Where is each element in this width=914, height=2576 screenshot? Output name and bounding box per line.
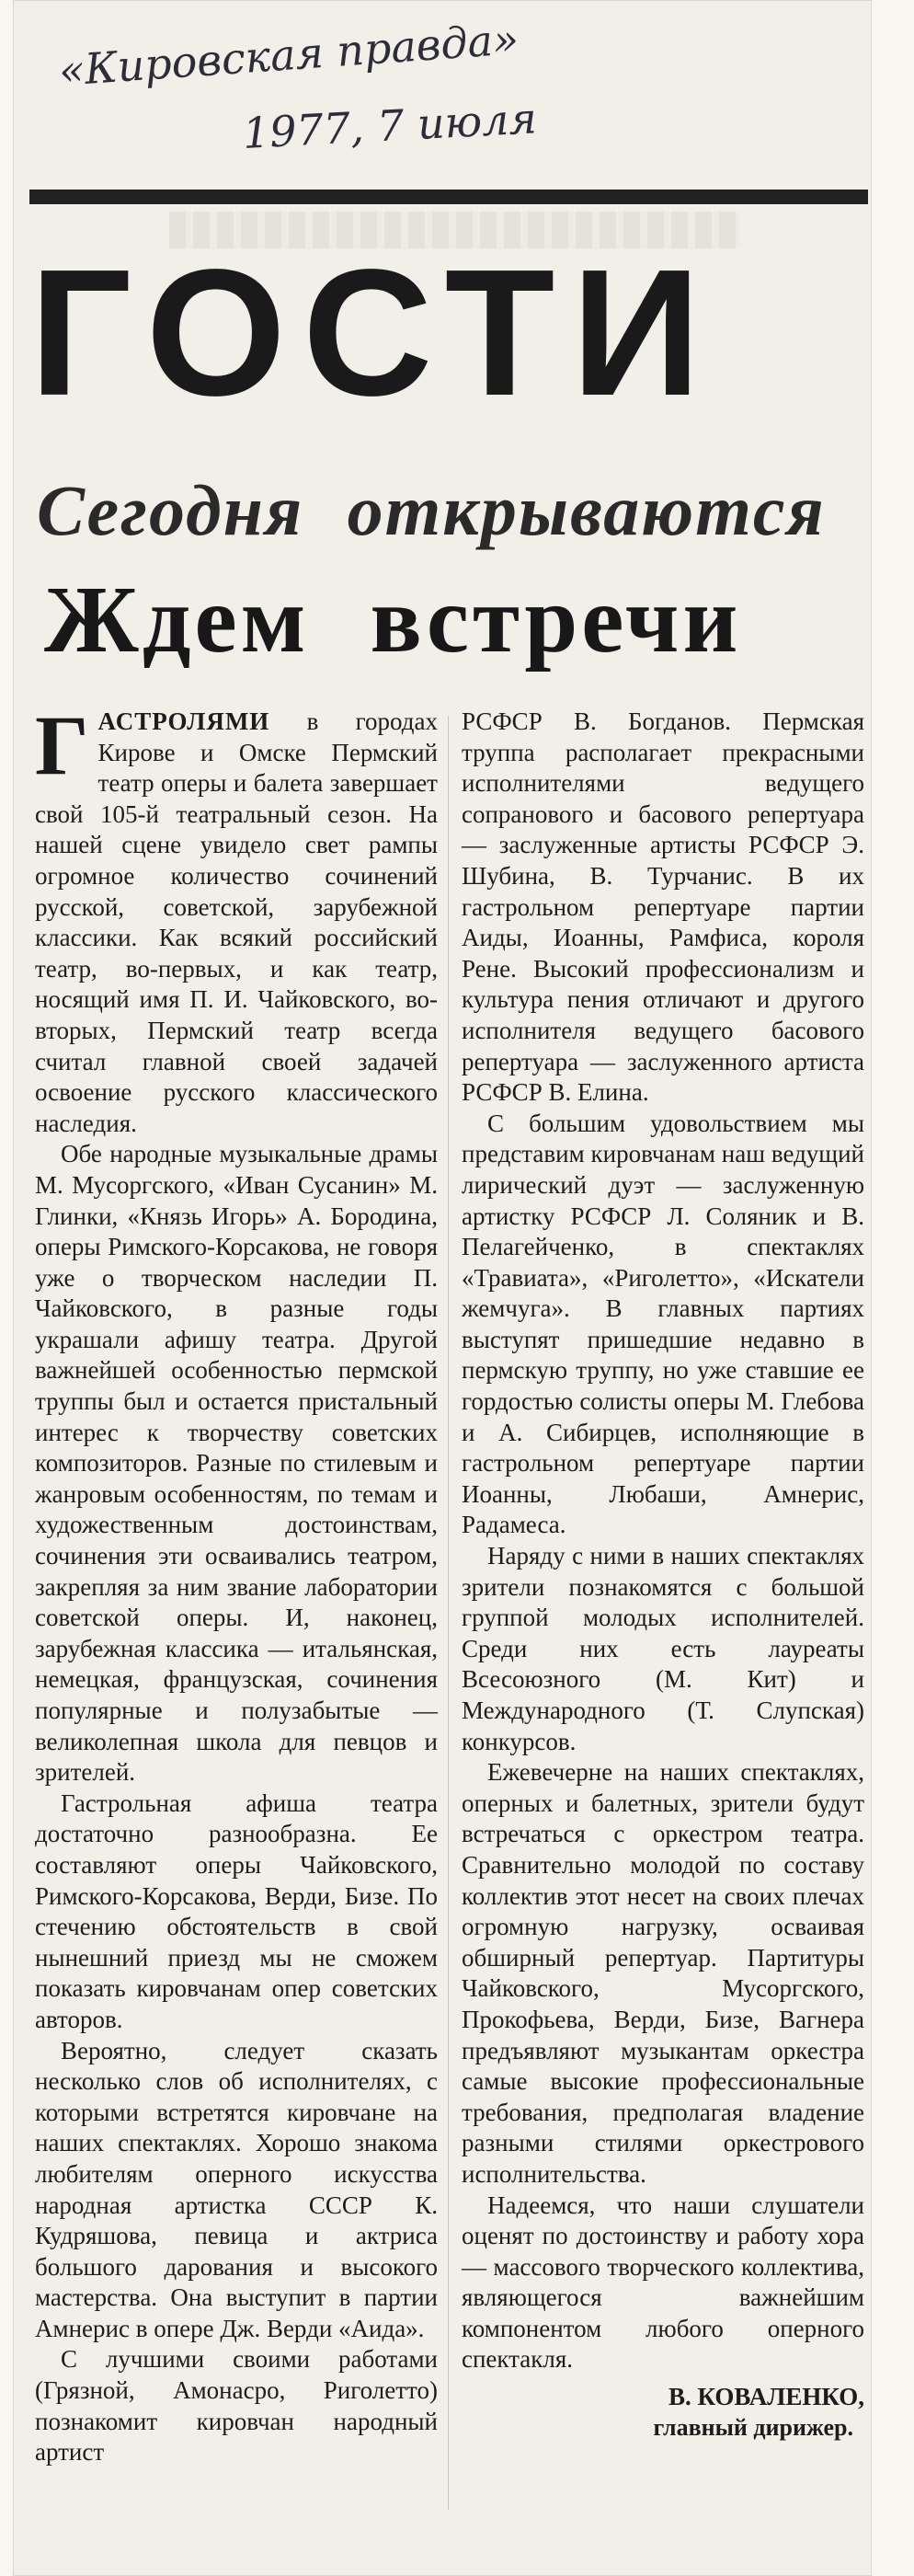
handwritten-date-note: 1977, 7 июля (241, 93, 539, 158)
paragraph: С лучшими своими работами (Грязной, Амонасро, Риголетто) познакомит кировчан народный артист (35, 2345, 438, 2467)
paragraph: Обе народные музыкальные драмы М. Мусоргского, «Иван Сусанин» М. Глинки, «Князь Игорь» А. Бородина, оперы Римского-Корсакова, не говоря уже о творческом наследии П. Чайковского, в разные годы украшали афишу театра. Другой важнейшей особенностью пермской труппы был и остается пристальный интерес к творчеству советских композиторов. Разные по стилевым и жанровым особенностям, по темам и художественным достоинствам, сочинения эти осваивались театром, закрепляя за ним звание лаборатории советской оперы. И, наконец, зарубежная классика — итальянская, немецкая, французская, сочинения популярные и полузабытые — великолепная школа для певцов и зрителей. (35, 1140, 438, 1787)
paragraph: Наряду с ними в наших спектаклях зрители познакомятся с большой группой молодых исполнителей. Среди них есть лауреаты Всесоюзного (М. Кит) и Международного (Т. Слупская) конкурсов. (462, 1542, 864, 1755)
top-rule (29, 190, 868, 204)
lead-word: АСТРОЛЯМИ (97, 707, 270, 735)
paragraph: Ежевечерне на наших спектаклях, оперных и балетных, зрители будут встречаться с оркестром театра. Сравнительно молодой по составу коллектив этот несет на своих плечах огромную нагрузку, осваивая обширный репертуар. Партитуры Чайковского, Мусоргского, Прокофьева, Верди, Бизе, Вагнера предъявляют музыкантам оркестра самые высокие профессиональные требования, предполагая владение разными стилями оркестрового исполнительства. (462, 1758, 864, 2188)
paragraph: РСФСР В. Богданов. Пермская труппа располагает прекрасными исполнителями ведущего сопранового и басового репертуара — заслуженные артисты РСФСР Э. Шубина, В. Турчанис. В их гастрольном репертуаре партии Аиды, Иоанны, Рамфиса, короля Рене. Высокий профессионализм и культура пения отличают и другого исполнителя ведущего басового репертуара — заслуженного артиста РСФСР В. Елина. (462, 707, 864, 1107)
newspaper-clipping (13, 0, 872, 2576)
paragraph: Вероятно, следует сказать несколько слов об исполнителях, с которыми встретятся кировчане на наших спектаклях. Хорошо знакома любителям оперного искусства народная артистка СССР К. Кудряшова, певица и актриса большого дарования и высокого мастерства. Она выступит в партии Амнерис в опере Дж. Верди «Аида». (35, 2036, 438, 2342)
article-column-left (35, 698, 438, 2468)
article-headline: Ждем встречи (44, 567, 742, 673)
paragraph: Надеемся, что наши слушатели оценят по достоинству и работу хора — массового творческого коллектива, являющегося важнейшим компонентом любого оперного спектакля. (462, 2191, 864, 2374)
paragraph: С большим удовольствием мы представим кировчанам наш ведущий лирический дуэт — заслуженную артистку РСФСР Л. Соляник и В. Пелагейченко, в спектаклях «Травиата», «Риголетто», «Искатели жемчуга». В главных партиях выступят пришедшие недавно в пермскую труппу, но уже ставшие ее гордостью солисты оперы М. Глебова и А. Сибирцев, исполняющие в гастрольном репертуаре партии Иоанны, Любаши, Амнерис, Радамеса. (462, 1109, 864, 1539)
subheadline: Сегодня открываются (37, 470, 826, 550)
paragraph-text: в городах Кирове и Омске Пермский театр оперы и балета завершает свой 105-й театральный сезон. На нашей сцене увидело свет рампы огромное количество сочинений русской, советской, зарубежной классики. Как всякий российский театр, во-первых, и как театр, носящий имя П. И. Чайковского, во-вторых, Пермский театр всегда считал главной своей задачей освоение русского классического наследия. (35, 707, 438, 1137)
author-signature: В. КОВАЛЕНКО, (668, 2383, 864, 2411)
handwritten-source-note: «Кировская правда» (57, 14, 520, 96)
article-column-right (462, 707, 864, 2444)
rubric-title: ГОСТИ (29, 241, 718, 425)
paragraph: Гастрольная афиша театра достаточно разнообразна. Ее составляют оперы Чайковского, Римского-Корсакова, Верди, Бизе. По стечению обстоятельств в свой нынешний приезд мы не сможем показать кировчанам опер советских авторов. (35, 1788, 438, 2033)
paragraph (35, 698, 438, 1139)
drop-cap: Г (35, 698, 89, 792)
author-role: главный дирижер. (653, 2414, 853, 2442)
column-divider (448, 716, 449, 2510)
